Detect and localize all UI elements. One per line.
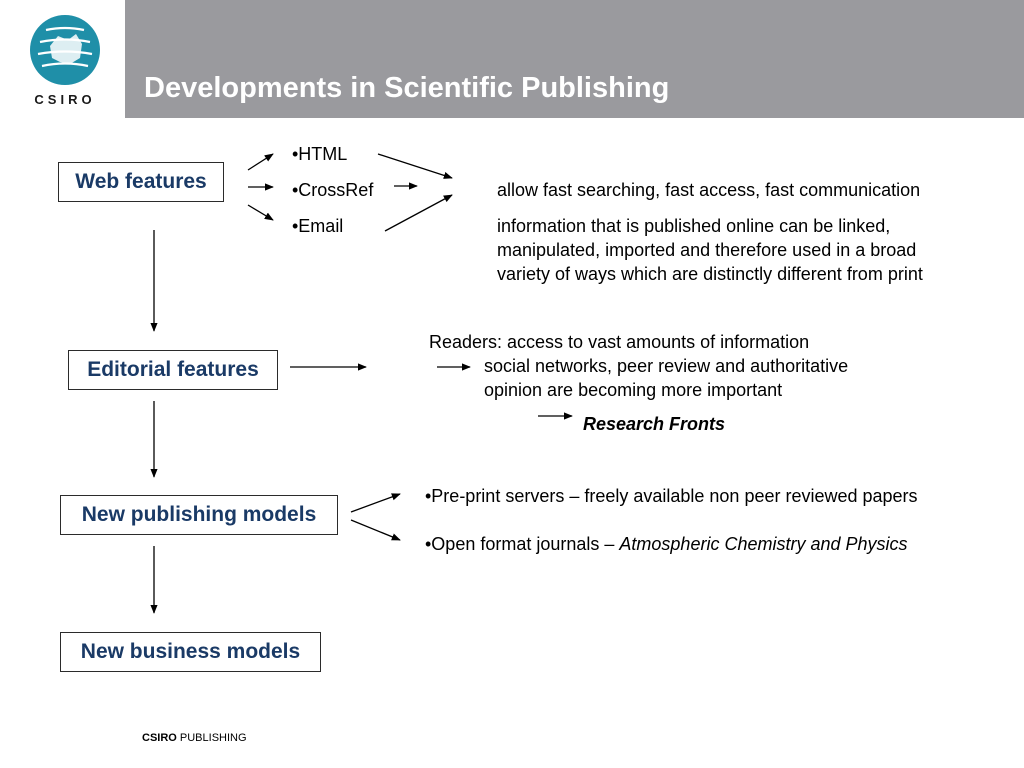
- web-note-line4: variety of ways which are distinctly different from print: [497, 264, 923, 284]
- research-fronts-label: Research Fronts: [583, 414, 726, 434]
- footer-label: PUBLISHING: [176, 732, 247, 744]
- editorial-note-line3: opinion are becoming more important: [484, 380, 783, 400]
- web-item-html: •HTML: [292, 144, 348, 164]
- slide-title: Developments in Scientific Publishing: [144, 72, 670, 104]
- editorial-note-line2: social networks, peer review and authoritative: [484, 356, 849, 376]
- editorial-features-box: Editorial features: [68, 350, 278, 390]
- arrow-email-converge: [385, 195, 452, 231]
- arrow-web-to-html: [248, 154, 273, 170]
- footer-brand: CSIRO: [142, 732, 177, 744]
- logo-text: CSIRO: [34, 92, 96, 107]
- new-publishing-models-box: New publishing models: [60, 495, 338, 535]
- web-note-line1: allow fast searching, fast access, fast communication: [497, 180, 921, 200]
- preprint-servers-note: •Pre-print servers – freely available non peer reviewed papers: [425, 486, 918, 506]
- footer: [142, 732, 247, 744]
- web-note-line2: information that is published online can be linked,: [497, 216, 891, 236]
- arrow-to-preprint: [351, 494, 400, 512]
- new-business-models-box: New business models: [60, 632, 321, 672]
- web-features-box: Web features: [58, 162, 224, 202]
- web-item-crossref: •CrossRef: [292, 180, 374, 200]
- open-format-example: Atmospheric Chemistry and Physics: [619, 534, 908, 554]
- editorial-note-line1: Readers: access to vast amounts of information: [429, 332, 810, 352]
- web-note-line3: manipulated, imported and therefore used in a broad: [497, 240, 917, 260]
- arrow-to-open-format: [351, 520, 400, 540]
- arrow-html-converge: [378, 154, 452, 178]
- open-format-prefix: •Open format journals –: [425, 534, 620, 554]
- arrow-web-to-email: [248, 205, 273, 220]
- web-item-email: •Email: [292, 216, 344, 236]
